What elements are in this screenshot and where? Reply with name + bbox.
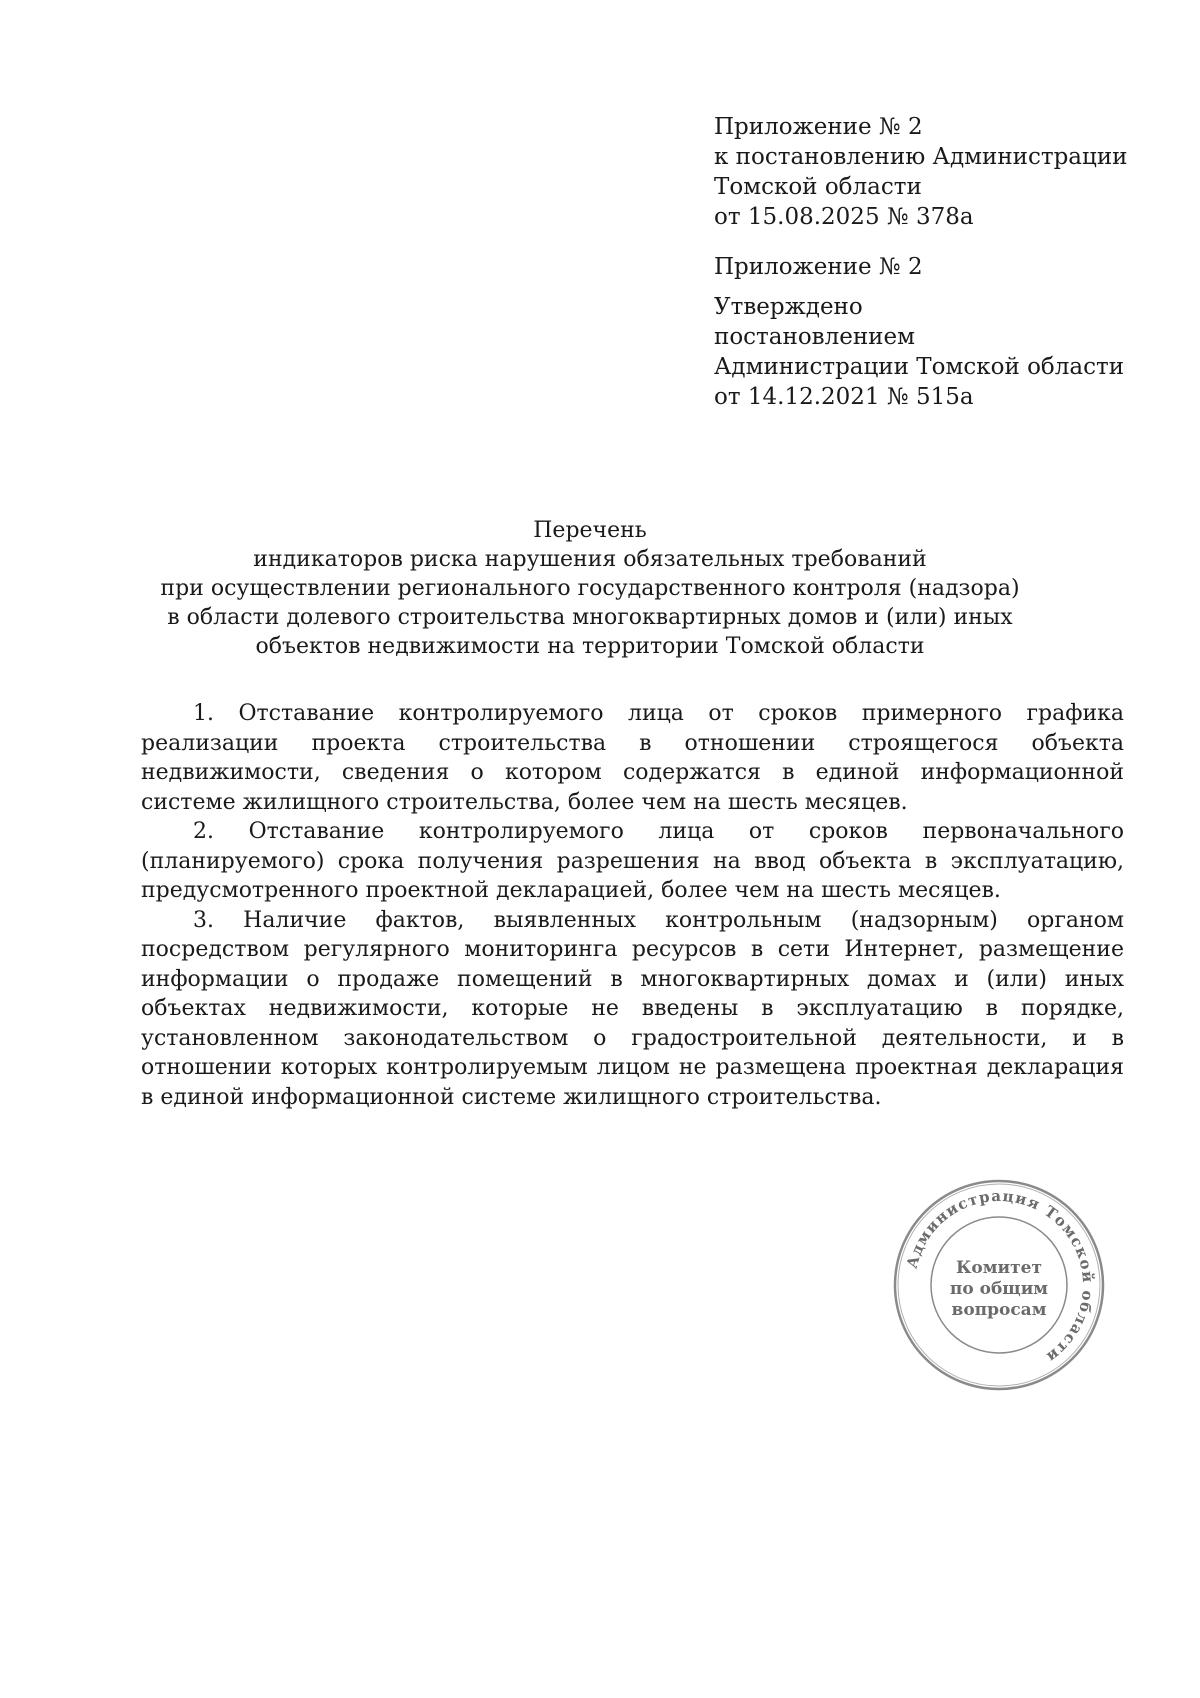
document-title: Перечень bbox=[533, 518, 647, 543]
approval-line: Утверждено bbox=[714, 294, 863, 320]
stamp-ring-path-text: Администрация Томской области bbox=[902, 1186, 1098, 1367]
document-subtitle-line: индикаторов риска нарушения обязательных требований bbox=[253, 547, 927, 572]
indicator-item: 3. Наличие фактов, выявленных контрольным (надзорным) органом посредством регулярного мониторинга ресурсов в сети Интернет, размещение информации о продаже помещений в многоквартирных домах и (или) иных объектах недвижимости, которые не введены в эксплуатацию в порядке, установленном законодательством о градостроительной деятельности, и в отношении которых контролируемым лицом не размещена проектная декларация в единой информационной системе жилищного строительства. bbox=[141, 907, 1124, 1110]
appendix-line: Томской области bbox=[714, 174, 922, 200]
approval-line: Администрации Томской области bbox=[714, 354, 1125, 380]
official-stamp bbox=[892, 1178, 1106, 1392]
stamp-center-line: вопросам bbox=[951, 1300, 1047, 1320]
indicator-item: 1. Отставание контролируемого лица от сроков примерного графика реализации проекта строительства в отношении строящегося объекта недвижимости, сведения о котором содержатся в единой информационной системе жилищного строительства, более чем на шесть месяцев. bbox=[141, 701, 1124, 815]
stamp-center-line: по общим bbox=[949, 1279, 1049, 1299]
appendix-header bbox=[714, 112, 1154, 412]
appendix-title: Приложение № 2 bbox=[714, 114, 923, 140]
indicator-list bbox=[141, 699, 1124, 1112]
document-title-block bbox=[140, 516, 1040, 661]
stamp-seal-icon bbox=[892, 1178, 1106, 1392]
approval-line: постановлением bbox=[714, 324, 916, 350]
approval-line: от 14.12.2021 № 515а bbox=[714, 384, 974, 410]
stamp-center-line: Комитет bbox=[955, 1258, 1043, 1278]
appendix-line: к постановлению Администрации bbox=[714, 144, 1128, 170]
document-subtitle-line: объектов недвижимости на территории Томской области bbox=[255, 634, 925, 659]
appendix-line: от 15.08.2025 № 378а bbox=[714, 204, 974, 230]
approval-title: Приложение № 2 bbox=[714, 254, 923, 280]
document-subtitle-line: при осуществлении регионального государственного контроля (надзора) bbox=[160, 576, 1020, 601]
document-subtitle-line: в области долевого строительства многоквартирных домов и (или) иных bbox=[167, 605, 1013, 630]
indicator-item: 2. Отставание контролируемого лица от сроков первоначального (планируемого) срока получения разрешения на ввод объекта в эксплуатацию, предусмотренного проектной декларацией, более чем на шесть месяцев. bbox=[141, 819, 1124, 903]
